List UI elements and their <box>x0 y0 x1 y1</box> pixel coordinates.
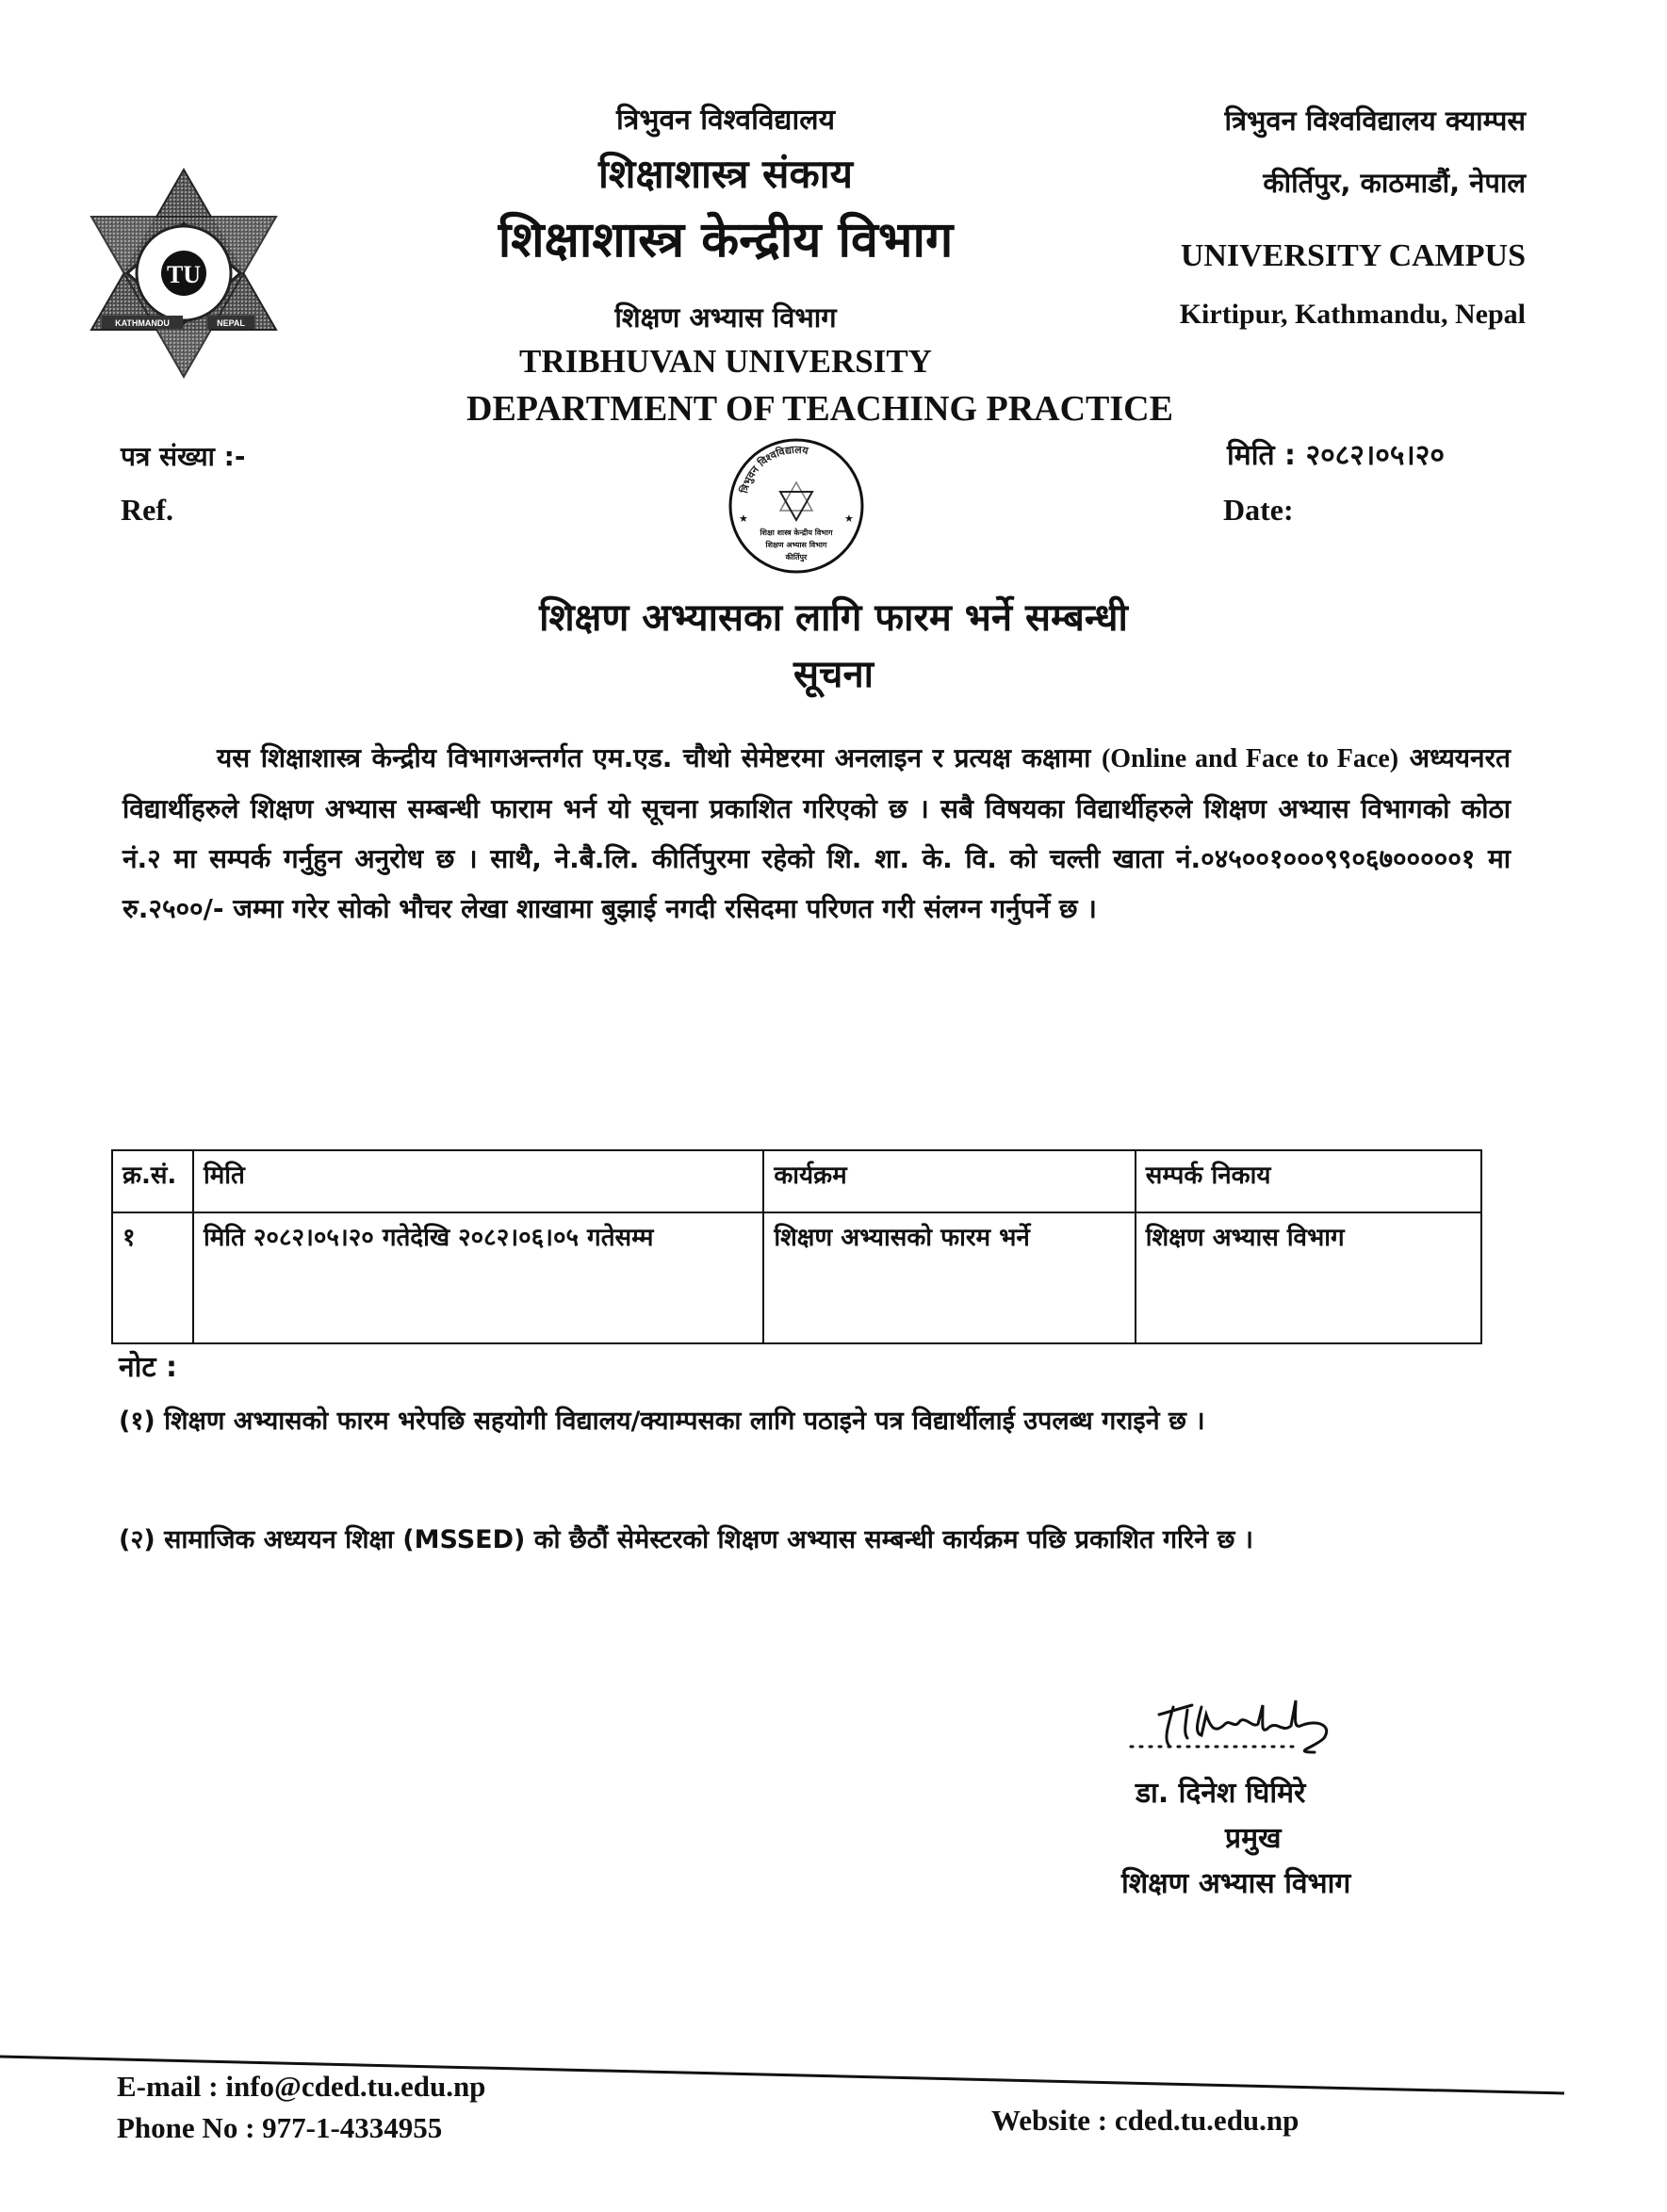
tribhuvan-university-star-logo-icon <box>75 165 292 382</box>
cell-program: शिक्षण अभ्यासको फारम भर्ने <box>763 1212 1135 1343</box>
stamp-line-1: शिक्षा शास्त्र केन्द्रीय विभाग <box>760 529 833 537</box>
official-stamp <box>678 435 914 577</box>
table-header-row <box>112 1150 1481 1212</box>
logo-text-right: NEPAL <box>217 318 245 328</box>
date-label-en: Date: <box>1223 493 1294 527</box>
stamp-line-2: शिक्षण अभ्यास विभाग <box>765 541 827 549</box>
cell-contact: शिक्षण अभ्यास विभाग <box>1136 1212 1481 1343</box>
cell-date: मिति २०८२।०५।२० गतेदेखि २०८२।०६।०५ गतेसम्म <box>193 1212 763 1343</box>
cell-serial: १ <box>112 1212 193 1343</box>
notes-label: नोट : <box>119 1351 177 1384</box>
faculty-name-np: शिक्षाशास्त्र संकाय <box>598 151 853 197</box>
university-name-np: त्रिभुवन विश्वविद्यालय <box>616 104 835 137</box>
notice-body-part-2: अध्ययनरत विद्यार्थीहरुले शिक्षण अभ्यास सम्बन्धी फाराम भर्न यो सूचना प्रकाशित गरिएको छ । सबै विषयका विद्यार्थीहरुले शिक्षण अभ्यास विभागको कोठा नं.२ मा सम्पर्क गर्नुहुन अनुरोध छ । साथै, ने.बै.लि. कीर्तिपुरमा रहेको शि. शा. के. वि. को चल्ती खाता नं.०४५००१०००९९०६७०००००१ मा रु.२५००/- जम्मा गरेर सोको भौचर लेखा शाखामा बुझाई नगदी रसिदमा परिणत गरी संलग्न गर्नुपर्ने छ । <box>123 742 1511 924</box>
university-logo <box>75 165 292 382</box>
signatory-title: प्रमुख <box>1225 1822 1282 1855</box>
footer-phone: Phone No : 977-1-4334955 <box>117 2111 443 2144</box>
handwritten-signature-icon <box>1121 1686 1404 1771</box>
table-row <box>112 1212 1481 1343</box>
footer-website: Website : cded.tu.edu.np <box>991 2104 1299 2137</box>
campus-address-en: Kirtipur, Kathmandu, Nepal <box>1179 299 1526 330</box>
stamp-star-left-icon: ★ <box>739 513 748 525</box>
reference-label-np: पत्र संख्या :- <box>121 441 246 472</box>
logo-monogram: TU <box>166 261 202 288</box>
stamp-star-right-icon: ★ <box>844 513 854 525</box>
header-date: मिति <box>193 1150 763 1212</box>
reference-label-en: Ref. <box>121 493 173 527</box>
notice-title: शिक्षण अभ्यासका लागि फारम भर्ने सम्बन्धी <box>539 596 1128 640</box>
note-item-2: (२) सामाजिक अध्ययन शिक्षा (MSSED) को छैठौं सेमेस्टरको शिक्षण अभ्यास सम्बन्धी कार्यक्रम पछि प्रकाशित गरिने छ । <box>119 1525 1254 1554</box>
university-name-en: TRIBHUVAN UNIVERSITY <box>519 343 932 380</box>
department-name-en: DEPARTMENT OF TEACHING PRACTICE <box>466 389 1173 429</box>
campus-name-np: त्रिभुवन विश्वविद्यालय क्याम्पस <box>1224 105 1526 137</box>
header-contact: सम्पर्क निकाय <box>1136 1150 1481 1212</box>
notice-body <box>123 733 1511 934</box>
notice-body-english: (Online and Face to Face) <box>1101 744 1399 773</box>
department-name-np: शिक्षाशास्त्र केन्द्रीय विभाग <box>498 212 954 268</box>
stamp-arc-text: त्रिभुवन विश्वविद्यालय <box>738 443 809 495</box>
signatory-department: शिक्षण अभ्यास विभाग <box>1121 1867 1351 1900</box>
campus-address-np: कीर्तिपुर, काठमाडौं, नेपाल <box>1263 167 1526 199</box>
header-serial: क्र.सं. <box>112 1150 193 1212</box>
campus-name-en: UNIVERSITY CAMPUS <box>1180 238 1526 273</box>
signatory-name: डा. दिनेश घिमिरे <box>1136 1777 1306 1810</box>
notice-subtitle: सूचना <box>793 653 874 696</box>
header-program: कार्यक्रम <box>763 1150 1135 1212</box>
section-name-np: शिक्षण अभ्यास विभाग <box>614 301 837 333</box>
note-item-1: (१) शिक्षण अभ्यासको फारम भरेपछि सहयोगी विद्यालय/क्याम्पसका लागि पठाइने पत्र विद्यार्थीलाई उपलब्ध गराइने छ । <box>119 1407 1205 1436</box>
date-np: मिति : २०८२।०५।२० <box>1227 439 1446 472</box>
footer-email: E-mail : info@cded.tu.edu.np <box>117 2070 486 2103</box>
signature <box>1121 1686 1404 1771</box>
stamp-seal-icon <box>678 435 914 577</box>
notice-body-part-1: यस शिक्षाशास्त्र केन्द्रीय विभागअन्तर्गत एम.एड. चौथो सेमेष्टरमा अनलाइन र प्रत्यक्ष कक्षामा <box>217 742 1102 773</box>
stamp-line-3: कीर्तिपुर <box>785 553 808 561</box>
logo-text-left: KATHMANDU <box>115 318 170 328</box>
schedule-table <box>111 1149 1482 1344</box>
